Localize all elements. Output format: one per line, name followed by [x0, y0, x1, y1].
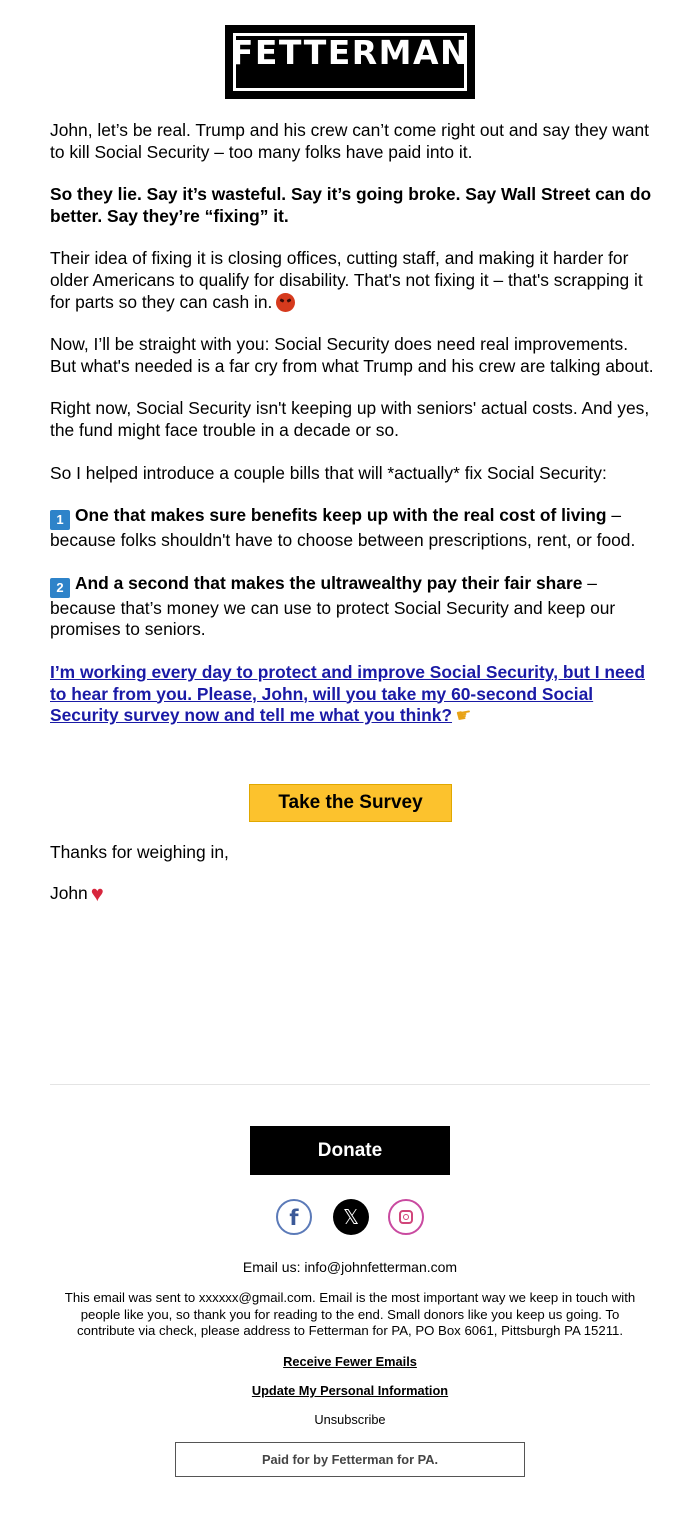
email-body [50, 120, 654, 727]
fewer-emails-row [0, 1353, 700, 1371]
bill-one-title: One that makes sure benefits keep up with the real cost of living [75, 505, 607, 526]
donate-button[interactable]: Donate [250, 1126, 450, 1175]
instagram-camera-glyph [399, 1210, 413, 1224]
unsubscribe-row [0, 1411, 700, 1429]
fine-print: This email was sent to xxxxxx@gmail.com. Email is the most important way we keep in touch with people like you, so thank you for reading to the end. Small donors like you keep us going. To contribute via check, please address to Fetterman for PA, PO Box 6061, Pittsburgh PA 15211. [64, 1290, 636, 1338]
take-survey-button[interactable]: Take the Survey [249, 784, 452, 822]
bill-one [50, 505, 654, 552]
bill-two-title: And a second that makes the ultrawealthy pay their fair share [75, 572, 583, 593]
keycap-2-icon: 2 [50, 578, 70, 598]
paragraph-they-lie: So they lie. Say it’s wasteful. Say it’s going broke. Say Wall Street can do better. Say they’re “fixing” it. [50, 184, 652, 226]
x-icon[interactable]: 𝕏 [333, 1199, 369, 1235]
bill-two [50, 573, 654, 641]
thanks-text: Thanks for weighing in, [50, 842, 229, 862]
signature [50, 883, 104, 905]
receive-fewer-emails-link[interactable]: Receive Fewer Emails [283, 1354, 417, 1369]
bill-two-text: – because that’s money we can use to protect Social Security and keep our promises to seniors. [50, 572, 616, 640]
update-personal-info-link[interactable]: Update My Personal Information [251, 1383, 449, 1398]
instagram-icon[interactable] [388, 1199, 424, 1235]
update-info-row [0, 1382, 700, 1400]
angry-face-icon [276, 293, 295, 312]
facebook-icon[interactable]: f [276, 1199, 312, 1235]
paragraph-bills-intro: So I helped introduce a couple bills that will *actually* fix Social Security: [50, 462, 607, 483]
survey-link[interactable]: I’m working every day to protect and improve Social Security, but I need to hear from you. Please, John, will you take my 60-second Social Security survey now and tell me what you think? [50, 661, 645, 726]
paragraph-fixing [50, 248, 654, 313]
pointing-right-icon: ☛ [454, 703, 474, 727]
keycap-1-icon: 1 [50, 510, 70, 530]
fetterman-logo [225, 25, 475, 99]
footer-divider [50, 1084, 650, 1085]
signature-name: John [50, 883, 88, 903]
survey-cta [50, 662, 654, 727]
paragraph-right-now: Right now, Social Security isn't keeping up with seniors' actual costs. And yes, the fund might face trouble in a decade or so. [50, 398, 650, 440]
logo-text: FETTERMAN [230, 33, 470, 72]
email-us-text: Email us: info@johnfetterman.com [242, 1259, 458, 1275]
paragraph-fixing-text: Their idea of fixing it is closing offices, cutting staff, and making it harder for older Americans to qualify for disability. That's not fixing it – that's scrapping it for parts so they can cash in. [50, 248, 643, 312]
unsubscribe-link[interactable]: Unsubscribe [314, 1412, 386, 1427]
paragraph-straight: Now, I’ll be straight with you: Social Security does need real improvements. But what's needed is a far cry from what Trump and his crew are talking about. [50, 334, 654, 376]
heart-icon: ♥ [90, 881, 104, 906]
bill-one-text: – because folks shouldn't have to choose between prescriptions, rent, or food. [50, 505, 636, 551]
paid-for-box: Paid for by Fetterman for PA. [175, 1442, 525, 1477]
paragraph-intro: John, let’s be real. Trump and his crew can’t come right out and say they want to kill Social Security – too many folks have paid into it. [50, 120, 649, 162]
